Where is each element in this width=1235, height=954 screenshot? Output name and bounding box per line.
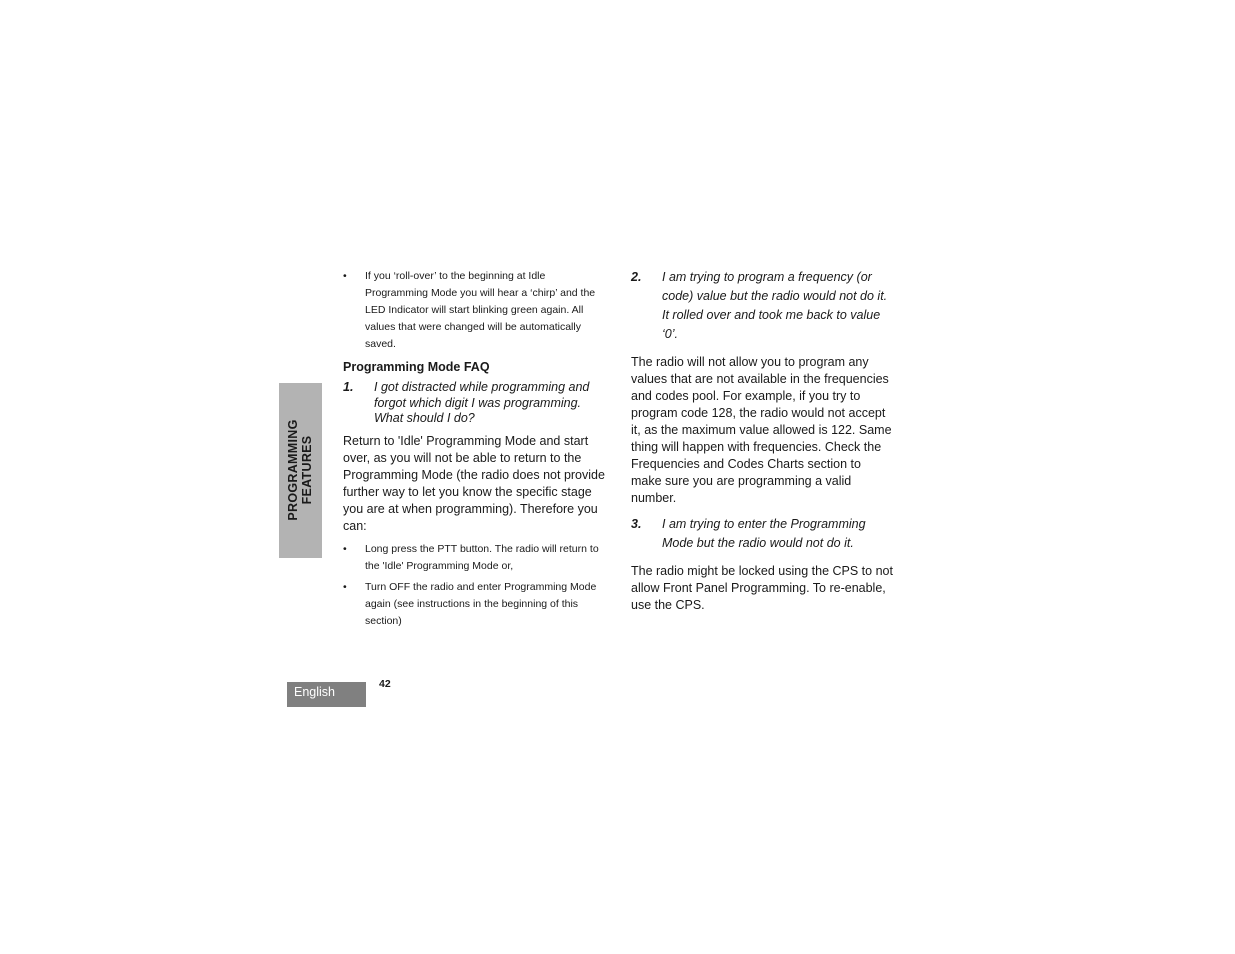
- faq-question-3: [631, 515, 893, 553]
- faq-question-2-text: I am trying to program a frequency (or code) value but the radio would not do it. It rolled over and took me back to value ‘0’.: [662, 270, 888, 341]
- faq-heading: Programming Mode FAQ: [343, 360, 490, 374]
- bullet-icon: •: [343, 270, 347, 282]
- intro-bullet-text: If you ‘roll-over’ to the beginning at Idle Programming Mode you will hear a ‘chirp’ and the LED Indicator will start blinking green again. All values that were changed will be automatically saved.: [365, 270, 596, 350]
- side-tab-line-2: FEATURES: [300, 435, 314, 505]
- faq-answer-3: The radio might be locked using the CPS to not allow Front Panel Programming. To re-enable, use the CPS.: [631, 564, 893, 612]
- bullet-icon: •: [343, 580, 347, 593]
- list-item: [343, 579, 605, 630]
- faq-answer-2: The radio will not allow you to program any values that are not available in the frequencies and codes pool. For example, if you try to program code 128, the radio would not accept it, as the maximum value allowed is 122. Same thing will happen with frequencies. Check the Frequencies and Codes Charts section to make sure you are programming a valid number.: [631, 355, 892, 505]
- faq-question-1-number: 1.: [343, 380, 354, 394]
- faq-question-2-number: 2.: [631, 270, 642, 284]
- faq-question-2: [631, 268, 893, 344]
- faq-question-3-number: 3.: [631, 517, 642, 531]
- intro-bullet-item: [343, 268, 605, 353]
- faq-question-1-text: I got distracted while programming and forgot which digit I was programming. What should I do?: [374, 380, 590, 425]
- language-label: English: [287, 682, 366, 707]
- side-tab-line-1: PROGRAMMING: [286, 419, 300, 521]
- section-side-tab-label: [286, 383, 314, 558]
- page-number: 42: [379, 678, 391, 690]
- section-side-tab: [279, 383, 322, 558]
- faq-question-1: [343, 380, 605, 427]
- list-item: [343, 541, 605, 575]
- faq-question-3-text: I am trying to enter the Programming Mode but the radio would not do it.: [662, 517, 866, 550]
- faq-answer-1: Return to 'Idle' Programming Mode and start over, as you will not be able to return to the Programming Mode (the radio does not provide further way to let you know the specific stage you are at when programming). Therefore you can:: [343, 433, 605, 533]
- list-item-text: Turn OFF the radio and enter Programming Mode again (see instructions in the beginning of this section): [365, 580, 597, 627]
- left-column: [343, 268, 605, 634]
- list-item-text: Long press the PTT button. The radio will return to the 'Idle' Programming Mode or,: [365, 542, 599, 572]
- bullet-icon: •: [343, 542, 347, 555]
- right-column: [631, 268, 893, 619]
